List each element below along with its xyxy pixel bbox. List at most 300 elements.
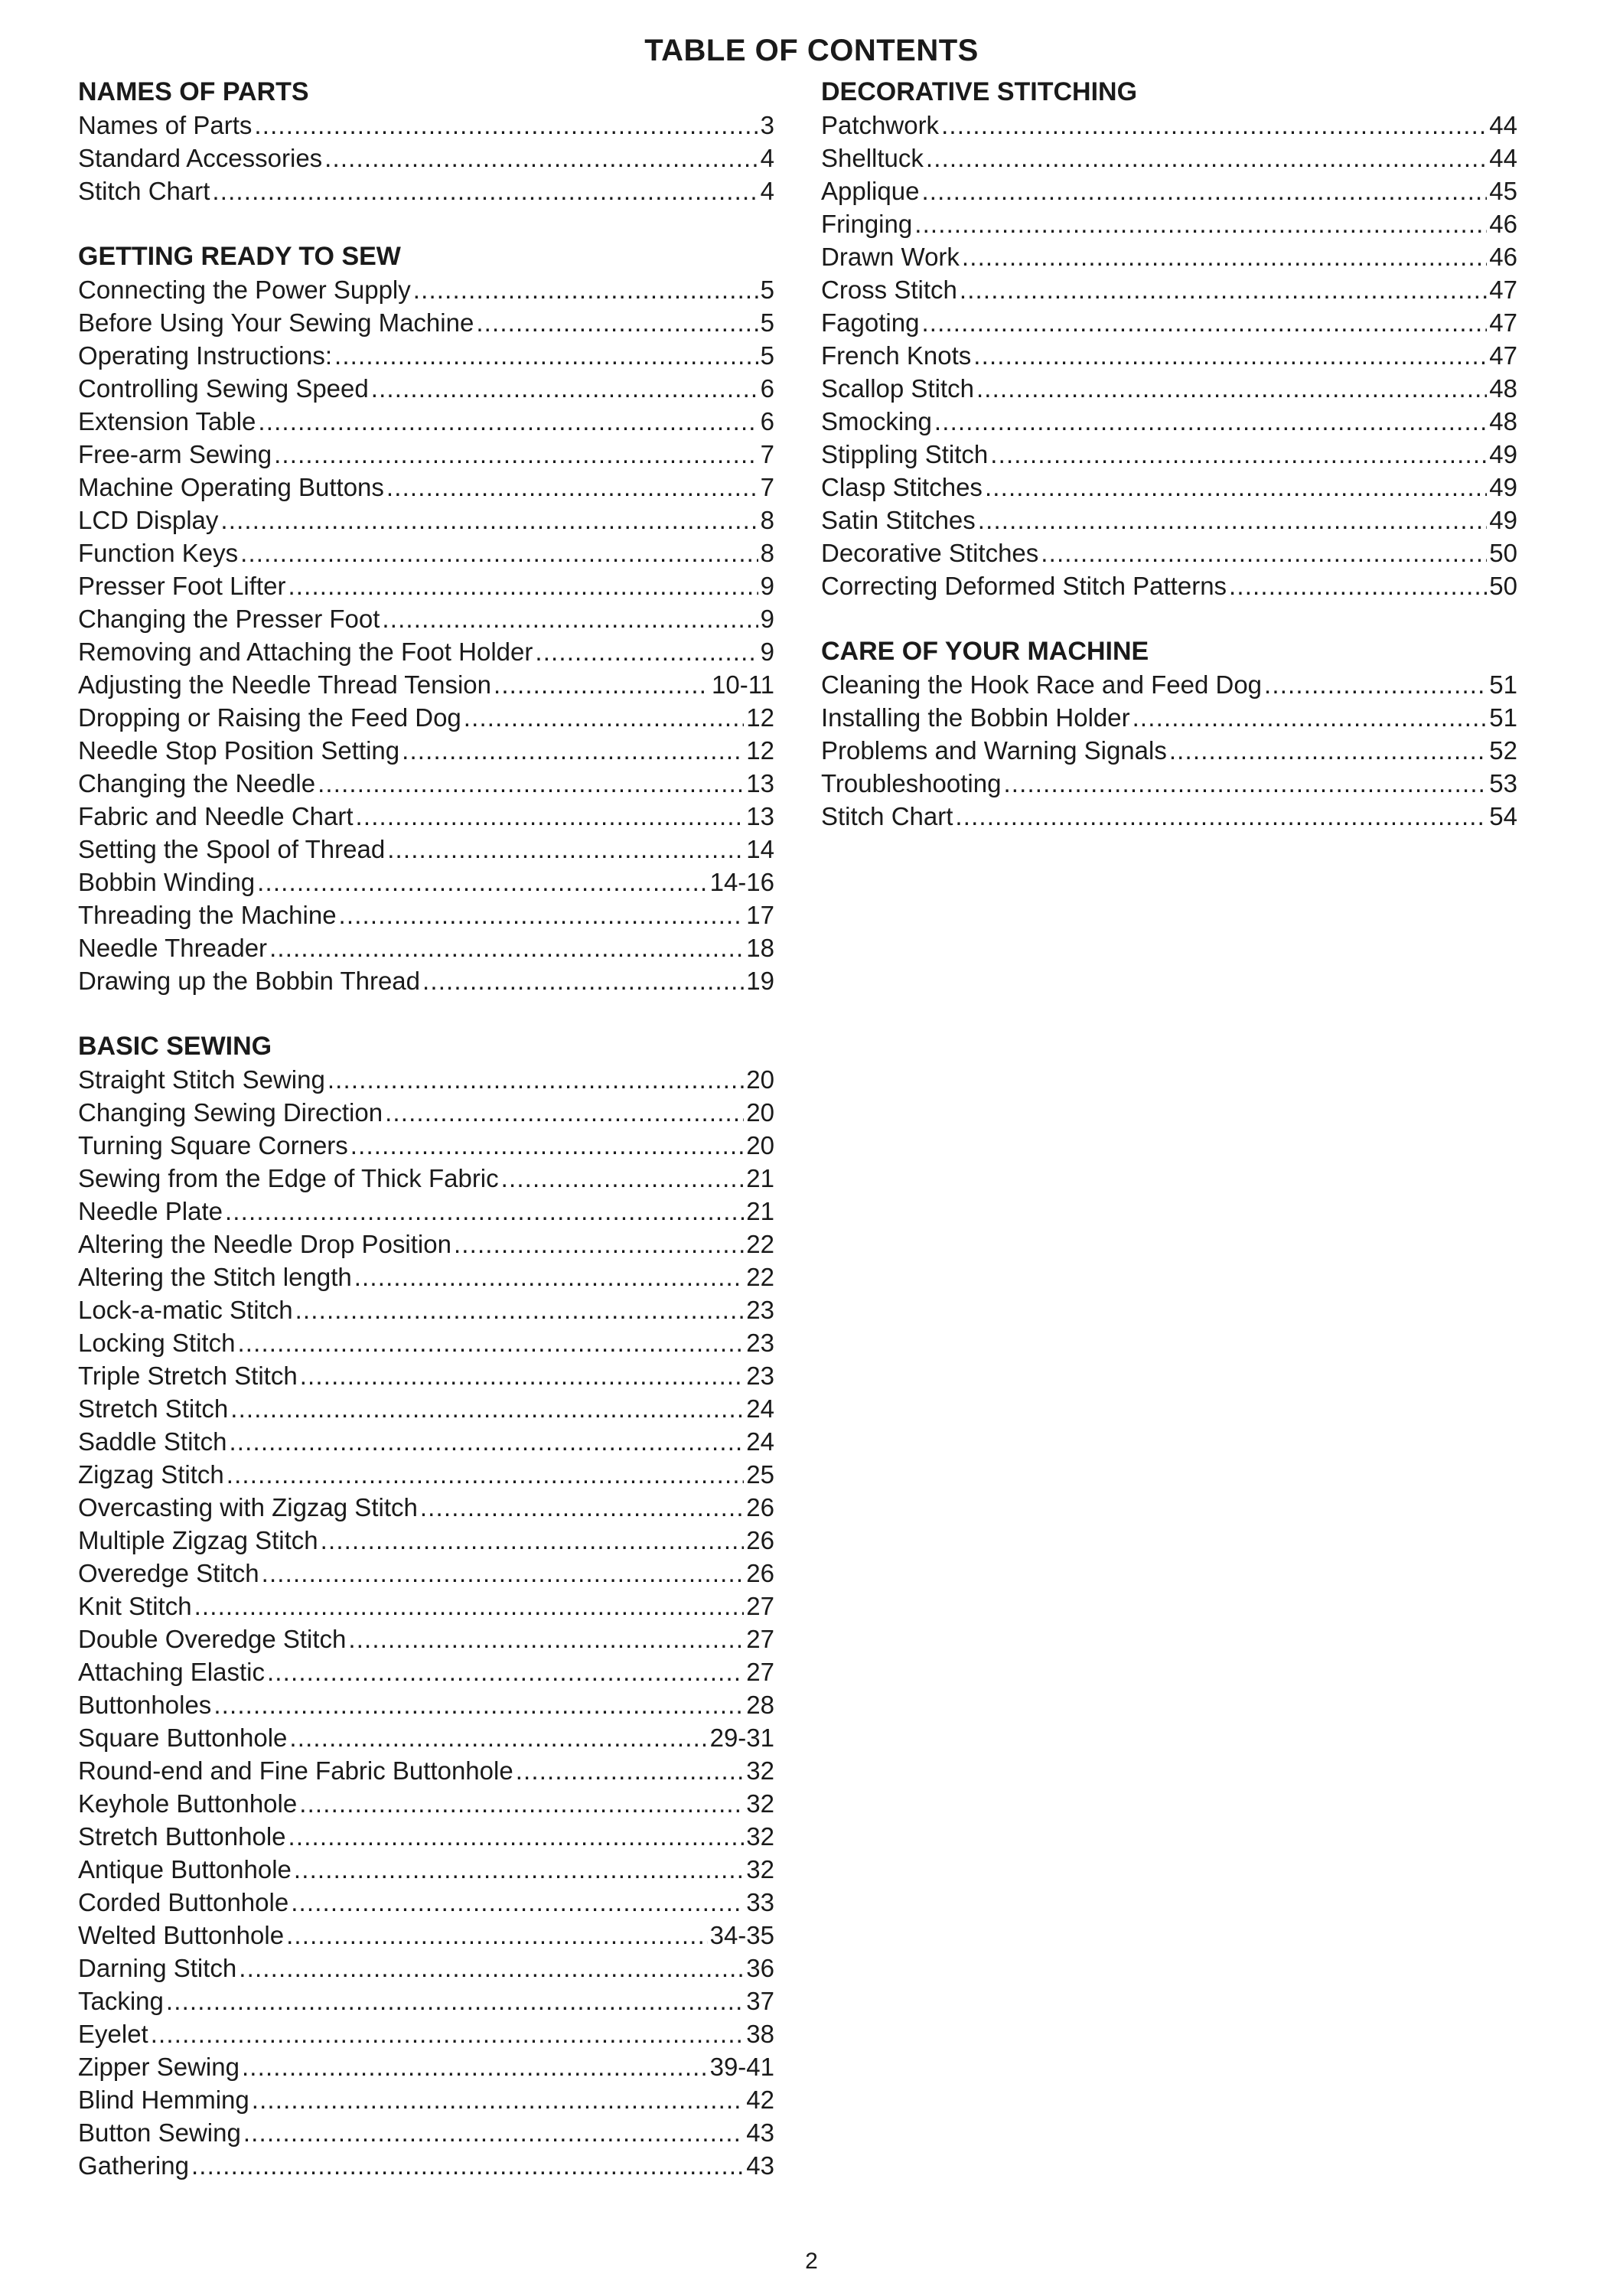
entry-page-number: 23 [746,1296,774,1324]
entry-page-number: 32 [746,1756,774,1785]
entry-page-number: 4 [760,177,774,205]
page-title: TABLE OF CONTENTS [644,34,979,67]
entry-page-number: 26 [746,1493,774,1521]
toc-entry [78,1623,774,1655]
entry-label: Smocking [821,407,932,435]
entry-page-number: 13 [746,769,774,797]
toc-entry [821,207,1517,240]
entry-page-number: 6 [760,374,774,403]
entry-label: Satin Stitches [821,506,976,534]
entry-page-number: 26 [746,1526,774,1554]
entry-page-number: 20 [746,1065,774,1094]
dot-leader [454,1228,744,1261]
entry-label: Setting the Spool of Thread [78,835,386,863]
toc-entry [78,1359,774,1392]
toc-entry [78,569,774,602]
toc-entry [821,306,1517,339]
entry-page-number: 34-35 [709,1921,774,1949]
entry-label: Zipper Sewing [78,2053,240,2081]
toc-entry [78,1919,774,1952]
toc-entry [78,109,774,142]
entry-page-number: 22 [746,1230,774,1258]
entry-label: Turning Square Corners [78,1131,348,1159]
dot-leader [1264,668,1487,701]
entry-page-number: 43 [746,2118,774,2147]
toc-entry [78,1063,774,1096]
entry-label: Adjusting the Needle Thread Tension [78,670,491,699]
dot-leader [1003,767,1487,800]
dot-leader [334,339,758,372]
dot-leader [941,109,1487,142]
entry-label: Antique Buttonhole [78,1855,292,1883]
entry-page-number: 9 [760,605,774,633]
dot-leader [321,1524,745,1557]
toc-entry [821,240,1517,273]
entry-page-number: 46 [1489,243,1517,271]
entry-label: Gathering [78,2151,189,2180]
toc-entry [78,1754,774,1787]
entry-label: Double Overedge Stitch [78,1625,347,1653]
toc-entry [78,471,774,504]
entry-label: Threading the Machine [78,901,337,929]
toc-entry [78,931,774,964]
entry-label: Cleaning the Hook Race and Feed Dog [821,670,1263,699]
entry-label: Welted Buttonhole [78,1921,285,1949]
dot-leader [230,1392,744,1425]
toc-entry [78,1096,774,1129]
entry-page-number: 3 [760,111,774,139]
toc-entry [78,142,774,174]
dot-leader [371,372,758,405]
toc-entry [78,1195,774,1228]
dot-leader [413,273,758,306]
toc-entry [821,405,1517,438]
dot-leader [516,1754,745,1787]
toc-entry [821,668,1517,701]
section-heading: CARE OF YOUR MACHINE [821,637,1149,666]
toc-entry [78,1491,774,1524]
toc-entry [78,438,774,471]
entry-page-number: 17 [746,901,774,929]
entry-page-number: 54 [1489,802,1517,830]
entry-label: Round-end and Fine Fabric Buttonhole [78,1756,513,1785]
entry-page-number: 27 [746,1625,774,1653]
dot-leader [356,800,745,833]
entry-page-number: 9 [760,572,774,600]
dot-leader [269,931,744,964]
toc-entry [78,504,774,536]
dot-leader [960,273,1487,306]
entry-page-number: 6 [760,407,774,435]
dot-leader [387,833,744,866]
entry-label: Stitch Chart [78,177,210,205]
toc-entry [78,2083,774,2116]
entry-page-number: 50 [1489,539,1517,567]
toc-entry [78,1228,774,1261]
dot-leader [926,142,1487,174]
dot-leader [288,569,758,602]
entry-label: Square Buttonhole [78,1724,288,1752]
entry-label: Fabric and Needle Chart [78,802,354,830]
entry-label: Eyelet [78,2020,148,2048]
entry-page-number: 14 [746,835,774,863]
dot-leader [921,174,1487,207]
dot-leader [476,306,758,339]
entry-label: Cross Stitch [821,276,957,304]
dot-leader [237,1326,744,1359]
dot-leader [328,1063,744,1096]
toc-entry [78,372,774,405]
entry-page-number: 49 [1489,473,1517,501]
entry-label: Locking Stitch [78,1329,236,1357]
toc-entry [78,1524,774,1557]
toc-entry [78,1162,774,1195]
entry-page-number: 19 [746,967,774,995]
section-heading: GETTING READY TO SEW [78,242,401,271]
entry-label: Altering the Needle Drop Position [78,1230,451,1258]
section-heading: BASIC SEWING [78,1032,272,1061]
entry-page-number: 8 [760,539,774,567]
dot-leader [402,734,744,767]
dot-leader [1169,734,1487,767]
toc-section [821,634,1517,833]
entry-label: Overcasting with Zigzag Stitch [78,1493,418,1521]
entry-label: French Knots [821,341,972,370]
entry-label: Machine Operating Buttons [78,473,384,501]
toc-section [78,240,774,997]
dot-leader [1229,569,1487,602]
entry-label: Knit Stitch [78,1592,192,1620]
dot-leader [240,536,758,569]
dot-leader [973,339,1487,372]
entry-page-number: 24 [746,1427,774,1456]
entry-label: Altering the Stitch length [78,1263,352,1291]
entry-page-number: 14-16 [709,868,774,896]
toc-entry [78,635,774,668]
entry-label: Triple Stretch Stitch [78,1362,298,1390]
entry-label: LCD Display [78,506,219,534]
toc-entry [821,504,1517,536]
toc-entry [78,2116,774,2149]
entry-page-number: 44 [1489,144,1517,172]
toc-entry [78,1787,774,1820]
toc-entry [821,438,1517,471]
toc-entry [78,1952,774,1985]
entry-label: Darning Stitch [78,1954,237,1982]
entry-page-number: 4 [760,144,774,172]
dot-leader [262,1557,745,1590]
entry-label: Drawing up the Bobbin Thread [78,967,421,995]
dot-leader [252,2083,745,2116]
entry-page-number: 20 [746,1131,774,1159]
toc-entry [78,1392,774,1425]
dot-leader [212,174,758,207]
entry-page-number: 5 [760,341,774,370]
toc-entry [821,109,1517,142]
entry-page-number: 48 [1489,374,1517,403]
entry-label: Extension Table [78,407,256,435]
entry-label: Changing the Needle [78,769,316,797]
toc-entry [821,569,1517,602]
entry-label: Applique [821,177,920,205]
entry-page-number: 23 [746,1329,774,1357]
entry-label: Standard Accessories [78,144,323,172]
entry-label: Correcting Deformed Stitch Patterns [821,572,1227,600]
toc-entry [78,1655,774,1688]
dot-leader [294,1853,744,1886]
entry-label: Installing the Bobbin Holder [821,703,1130,732]
dot-leader [350,1129,744,1162]
toc-section [821,75,1517,602]
entry-label: Free-arm Sewing [78,440,272,468]
entry-label: Buttonholes [78,1691,212,1719]
entry-label: Bobbin Winding [78,868,256,896]
toc-entry [78,536,774,569]
entry-label: Drawn Work [821,243,960,271]
entry-label: Changing the Presser Foot [78,605,380,633]
entry-page-number: 49 [1489,506,1517,534]
toc-section [78,1029,774,2182]
dot-leader [194,1590,745,1623]
entry-page-number: 46 [1489,210,1517,238]
entry-label: Names of Parts [78,111,253,139]
dot-leader [267,1655,744,1688]
dot-leader [386,471,758,504]
entry-label: Removing and Attaching the Foot Holder [78,638,533,666]
entry-label: Overedge Stitch [78,1559,259,1587]
page-number: 2 [805,2249,818,2274]
dot-leader [299,1787,744,1820]
entry-label: Operating Instructions: [78,341,332,370]
entry-page-number: 32 [746,1789,774,1818]
entry-page-number: 10-11 [712,670,774,699]
entry-label: Clasp Stitches [821,473,983,501]
toc-entry [821,701,1517,734]
toc-entry [78,767,774,800]
dot-leader [422,964,744,997]
toc-entry [78,1985,774,2017]
toc-entry [78,2050,774,2083]
toc-entry [78,1129,774,1162]
dot-leader [239,1952,744,1985]
dot-leader [254,109,758,142]
toc-entry [78,1557,774,1590]
entry-page-number: 28 [746,1691,774,1719]
entry-label: Function Keys [78,539,239,567]
entry-label: Stippling Stitch [821,440,989,468]
dot-leader [420,1491,744,1524]
dot-leader [166,1985,744,2017]
toc-entry [78,2149,774,2182]
toc-entry [78,1261,774,1293]
entry-page-number: 48 [1489,407,1517,435]
entry-label: Keyhole Buttonhole [78,1789,298,1818]
entry-page-number: 33 [746,1888,774,1916]
entry-label: Straight Stitch Sewing [78,1065,325,1094]
entry-label: Before Using Your Sewing Machine [78,308,474,337]
toc-entry [78,1425,774,1458]
entry-page-number: 51 [1489,670,1517,699]
dot-leader [494,668,709,701]
toc-entry [821,372,1517,405]
entry-page-number: 29-31 [709,1724,774,1752]
entry-label: Presser Foot Lifter [78,572,286,600]
toc-right-column [821,75,1517,865]
toc-entry [78,899,774,931]
entry-label: Stretch Stitch [78,1394,229,1423]
entry-page-number: 7 [760,440,774,468]
toc-entry [78,866,774,899]
entry-label: Needle Plate [78,1197,223,1225]
dot-leader [295,1293,745,1326]
entry-page-number: 27 [746,1658,774,1686]
dot-leader [348,1623,744,1655]
dot-leader [300,1359,745,1392]
entry-page-number: 7 [760,473,774,501]
dot-leader [978,504,1488,536]
entry-page-number: 32 [746,1855,774,1883]
entry-page-number: 47 [1489,276,1517,304]
entry-page-number: 12 [746,703,774,732]
dot-leader [318,767,744,800]
entry-page-number: 21 [746,1164,774,1192]
dot-leader [257,866,707,899]
entry-label: Changing Sewing Direction [78,1098,383,1127]
entry-page-number: 43 [746,2151,774,2180]
entry-label: Troubleshooting [821,769,1002,797]
dot-leader [985,471,1487,504]
entry-page-number: 52 [1489,736,1517,765]
dot-leader [274,438,758,471]
entry-page-number: 12 [746,736,774,765]
dot-leader [242,2050,708,2083]
toc-entry [78,174,774,207]
toc-entry [78,1853,774,1886]
entry-label: Stretch Buttonhole [78,1822,286,1851]
dot-leader [976,372,1487,405]
toc-entry [78,800,774,833]
entry-page-number: 37 [746,1987,774,2015]
entry-label: Controlling Sewing Speed [78,374,369,403]
entry-label: Stitch Chart [821,802,953,830]
entry-page-number: 49 [1489,440,1517,468]
dot-leader [934,405,1487,438]
entry-label: Sewing from the Edge of Thick Fabric [78,1164,499,1192]
entry-label: Saddle Stitch [78,1427,227,1456]
section-heading: DECORATIVE STITCHING [821,77,1138,106]
entry-page-number: 21 [746,1197,774,1225]
entry-page-number: 44 [1489,111,1517,139]
dot-leader [354,1261,745,1293]
entry-label: Attaching Elastic [78,1658,265,1686]
toc-entry [821,471,1517,504]
dot-leader [1041,536,1487,569]
entry-page-number: 5 [760,308,774,337]
toc-section [78,75,774,207]
toc-entry [821,273,1517,306]
toc-entry [821,142,1517,174]
toc-entry [78,2017,774,2050]
dot-leader [286,1919,708,1952]
entry-page-number: 18 [746,934,774,962]
entry-page-number: 38 [746,2020,774,2048]
toc-entry [78,1458,774,1491]
entry-page-number: 8 [760,506,774,534]
entry-page-number: 47 [1489,341,1517,370]
entry-label: Needle Threader [78,934,268,962]
entry-label: Multiple Zigzag Stitch [78,1526,318,1554]
entry-label: Connecting the Power Supply [78,276,411,304]
dot-leader [258,405,758,438]
toc-entry [78,602,774,635]
entry-label: Tacking [78,1987,164,2015]
dot-leader [990,438,1487,471]
section-heading: NAMES OF PARTS [78,77,309,106]
dot-leader [955,800,1487,833]
entry-label: Decorative Stitches [821,539,1039,567]
toc-left-column [78,75,774,2214]
dot-leader [191,2149,744,2182]
entry-label: Shelltuck [821,144,924,172]
entry-page-number: 13 [746,802,774,830]
entry-label: Patchwork [821,111,940,139]
entry-page-number: 32 [746,1822,774,1851]
dot-leader [213,1688,744,1721]
toc-entry [821,734,1517,767]
entry-page-number: 45 [1489,177,1517,205]
dot-leader [535,635,758,668]
dot-leader [385,1096,744,1129]
entry-label: Button Sewing [78,2118,241,2147]
toc-entry [78,964,774,997]
dot-leader [501,1162,745,1195]
entry-label: Dropping or Raising the Feed Dog [78,703,461,732]
toc-entry [78,1293,774,1326]
dot-leader [225,1195,744,1228]
entry-label: Lock-a-matic Stitch [78,1296,293,1324]
toc-entry [78,734,774,767]
toc-entry [821,536,1517,569]
toc-entry [821,800,1517,833]
toc-entry [78,1590,774,1623]
entry-page-number: 26 [746,1559,774,1587]
entry-page-number: 25 [746,1460,774,1489]
entry-label: Scallop Stitch [821,374,974,403]
entry-page-number: 20 [746,1098,774,1127]
dot-leader [243,2116,744,2149]
entry-label: Corded Buttonhole [78,1888,289,1916]
entry-page-number: 42 [746,2086,774,2114]
dot-leader [914,207,1487,240]
entry-page-number: 24 [746,1394,774,1423]
entry-label: Problems and Warning Signals [821,736,1167,765]
toc-entry [78,273,774,306]
dot-leader [1133,701,1488,734]
entry-page-number: 27 [746,1592,774,1620]
entry-page-number: 23 [746,1362,774,1390]
toc-entry [78,701,774,734]
toc-entry [821,339,1517,372]
dot-leader [464,701,744,734]
entry-label: Fringing [821,210,913,238]
toc-entry [78,1886,774,1919]
entry-label: Blind Hemming [78,2086,249,2114]
entry-label: Zigzag Stitch [78,1460,224,1489]
dot-leader [382,602,758,635]
toc-entry [78,1326,774,1359]
entry-page-number: 5 [760,276,774,304]
dot-leader [151,2017,745,2050]
